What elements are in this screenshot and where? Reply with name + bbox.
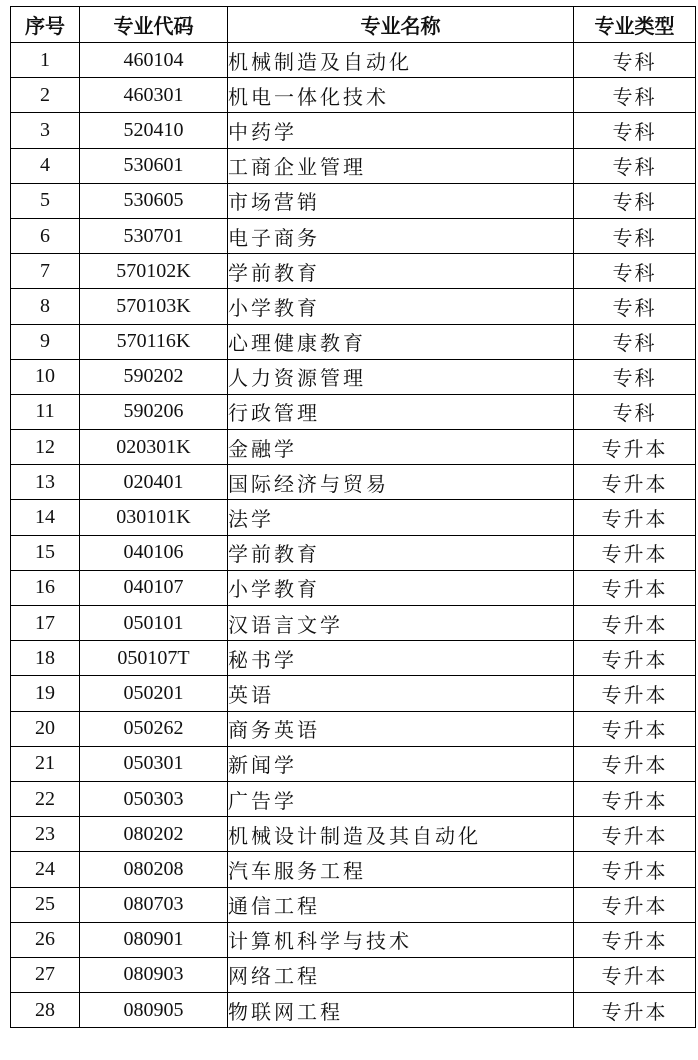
major-name-cell: 秘书学 — [228, 641, 574, 676]
table-row — [11, 324, 696, 359]
major-name-cell: 汽车服务工程 — [228, 852, 574, 887]
major-type-cell: 专升本 — [574, 817, 696, 852]
serial-number-cell: 28 — [11, 993, 80, 1028]
table-row — [11, 887, 696, 922]
major-code-cell: 530701 — [80, 218, 228, 253]
major-name-cell: 商务英语 — [228, 711, 574, 746]
major-code-cell: 080903 — [80, 957, 228, 992]
serial-number-cell: 23 — [11, 817, 80, 852]
serial-number-cell: 16 — [11, 570, 80, 605]
major-name-cell: 网络工程 — [228, 957, 574, 992]
major-name-cell: 英语 — [228, 676, 574, 711]
major-type-cell: 专科 — [574, 43, 696, 78]
major-name-cell: 行政管理 — [228, 394, 574, 429]
major-name-cell: 人力资源管理 — [228, 359, 574, 394]
table-row — [11, 394, 696, 429]
table-row — [11, 746, 696, 781]
table-row — [11, 711, 696, 746]
major-name-cell: 机电一体化技术 — [228, 78, 574, 113]
table-row — [11, 78, 696, 113]
major-name-cell: 国际经济与贸易 — [228, 465, 574, 500]
major-type-cell: 专科 — [574, 113, 696, 148]
table-row — [11, 218, 696, 253]
major-name-cell: 广告学 — [228, 781, 574, 816]
major-type-cell: 专升本 — [574, 430, 696, 465]
header-major-type: 专业类型 — [574, 7, 696, 43]
major-type-cell: 专升本 — [574, 993, 696, 1028]
major-code-cell: 050303 — [80, 781, 228, 816]
major-code-cell: 080202 — [80, 817, 228, 852]
major-type-cell: 专科 — [574, 394, 696, 429]
table-row — [11, 676, 696, 711]
major-type-cell: 专科 — [574, 78, 696, 113]
major-code-cell: 040106 — [80, 535, 228, 570]
major-type-cell: 专升本 — [574, 500, 696, 535]
major-code-cell: 050107T — [80, 641, 228, 676]
serial-number-cell: 17 — [11, 606, 80, 641]
table-row — [11, 113, 696, 148]
major-code-cell: 050201 — [80, 676, 228, 711]
serial-number-cell: 11 — [11, 394, 80, 429]
major-type-cell: 专科 — [574, 324, 696, 359]
majors-table — [10, 6, 696, 1028]
major-type-cell: 专升本 — [574, 570, 696, 605]
table-row — [11, 781, 696, 816]
major-name-cell: 电子商务 — [228, 218, 574, 253]
major-code-cell: 080208 — [80, 852, 228, 887]
serial-number-cell: 1 — [11, 43, 80, 78]
table-row — [11, 148, 696, 183]
table-row — [11, 570, 696, 605]
serial-number-cell: 7 — [11, 254, 80, 289]
major-name-cell: 小学教育 — [228, 289, 574, 324]
major-code-cell: 460301 — [80, 78, 228, 113]
header-major-code: 专业代码 — [80, 7, 228, 43]
header-serial-number: 序号 — [11, 7, 80, 43]
major-type-cell: 专升本 — [574, 465, 696, 500]
table-row — [11, 254, 696, 289]
major-type-cell: 专升本 — [574, 852, 696, 887]
major-code-cell: 080905 — [80, 993, 228, 1028]
serial-number-cell: 3 — [11, 113, 80, 148]
table-row — [11, 430, 696, 465]
table-row — [11, 817, 696, 852]
major-code-cell: 050301 — [80, 746, 228, 781]
major-type-cell: 专升本 — [574, 606, 696, 641]
major-name-cell: 机械设计制造及其自动化 — [228, 817, 574, 852]
table-row — [11, 535, 696, 570]
serial-number-cell: 25 — [11, 887, 80, 922]
serial-number-cell: 21 — [11, 746, 80, 781]
table-row — [11, 183, 696, 218]
serial-number-cell: 6 — [11, 218, 80, 253]
major-code-cell: 570103K — [80, 289, 228, 324]
major-type-cell: 专升本 — [574, 641, 696, 676]
major-code-cell: 050262 — [80, 711, 228, 746]
major-name-cell: 机械制造及自动化 — [228, 43, 574, 78]
table-row — [11, 606, 696, 641]
major-code-cell: 050101 — [80, 606, 228, 641]
major-type-cell: 专升本 — [574, 746, 696, 781]
major-name-cell: 汉语言文学 — [228, 606, 574, 641]
serial-number-cell: 5 — [11, 183, 80, 218]
major-code-cell: 590206 — [80, 394, 228, 429]
major-code-cell: 040107 — [80, 570, 228, 605]
serial-number-cell: 18 — [11, 641, 80, 676]
major-name-cell: 法学 — [228, 500, 574, 535]
major-name-cell: 小学教育 — [228, 570, 574, 605]
major-code-cell: 570102K — [80, 254, 228, 289]
serial-number-cell: 26 — [11, 922, 80, 957]
major-code-cell: 530605 — [80, 183, 228, 218]
serial-number-cell: 13 — [11, 465, 80, 500]
serial-number-cell: 4 — [11, 148, 80, 183]
serial-number-cell: 20 — [11, 711, 80, 746]
major-code-cell: 530601 — [80, 148, 228, 183]
major-code-cell: 570116K — [80, 324, 228, 359]
table-row — [11, 465, 696, 500]
major-name-cell: 学前教育 — [228, 535, 574, 570]
serial-number-cell: 8 — [11, 289, 80, 324]
major-code-cell: 520410 — [80, 113, 228, 148]
major-type-cell: 专科 — [574, 218, 696, 253]
major-name-cell: 计算机科学与技术 — [228, 922, 574, 957]
major-code-cell: 590202 — [80, 359, 228, 394]
serial-number-cell: 19 — [11, 676, 80, 711]
major-type-cell: 专升本 — [574, 922, 696, 957]
major-type-cell: 专科 — [574, 359, 696, 394]
major-type-cell: 专科 — [574, 289, 696, 324]
major-name-cell: 新闻学 — [228, 746, 574, 781]
header-row — [11, 7, 696, 43]
table-row — [11, 359, 696, 394]
major-type-cell: 专升本 — [574, 887, 696, 922]
header-major-name: 专业名称 — [228, 7, 574, 43]
major-type-cell: 专科 — [574, 183, 696, 218]
major-name-cell: 通信工程 — [228, 887, 574, 922]
major-type-cell: 专升本 — [574, 781, 696, 816]
table-body — [11, 43, 696, 1028]
major-name-cell: 金融学 — [228, 430, 574, 465]
major-type-cell: 专升本 — [574, 711, 696, 746]
serial-number-cell: 22 — [11, 781, 80, 816]
major-code-cell: 020301K — [80, 430, 228, 465]
serial-number-cell: 9 — [11, 324, 80, 359]
major-name-cell: 心理健康教育 — [228, 324, 574, 359]
table-row — [11, 289, 696, 324]
serial-number-cell: 27 — [11, 957, 80, 992]
major-type-cell: 专升本 — [574, 535, 696, 570]
serial-number-cell: 12 — [11, 430, 80, 465]
major-name-cell: 工商企业管理 — [228, 148, 574, 183]
table-row — [11, 957, 696, 992]
table-row — [11, 852, 696, 887]
major-name-cell: 物联网工程 — [228, 993, 574, 1028]
major-name-cell: 学前教育 — [228, 254, 574, 289]
major-name-cell: 中药学 — [228, 113, 574, 148]
table-row — [11, 500, 696, 535]
table-row — [11, 43, 696, 78]
major-type-cell: 专科 — [574, 148, 696, 183]
serial-number-cell: 15 — [11, 535, 80, 570]
table-row — [11, 993, 696, 1028]
major-type-cell: 专升本 — [574, 957, 696, 992]
major-code-cell: 080901 — [80, 922, 228, 957]
table-header — [11, 7, 696, 43]
major-type-cell: 专升本 — [574, 676, 696, 711]
major-code-cell: 030101K — [80, 500, 228, 535]
major-code-cell: 080703 — [80, 887, 228, 922]
table-row — [11, 922, 696, 957]
table-row — [11, 641, 696, 676]
serial-number-cell: 24 — [11, 852, 80, 887]
serial-number-cell: 2 — [11, 78, 80, 113]
major-code-cell: 020401 — [80, 465, 228, 500]
major-type-cell: 专科 — [574, 254, 696, 289]
major-code-cell: 460104 — [80, 43, 228, 78]
major-name-cell: 市场营销 — [228, 183, 574, 218]
serial-number-cell: 14 — [11, 500, 80, 535]
serial-number-cell: 10 — [11, 359, 80, 394]
